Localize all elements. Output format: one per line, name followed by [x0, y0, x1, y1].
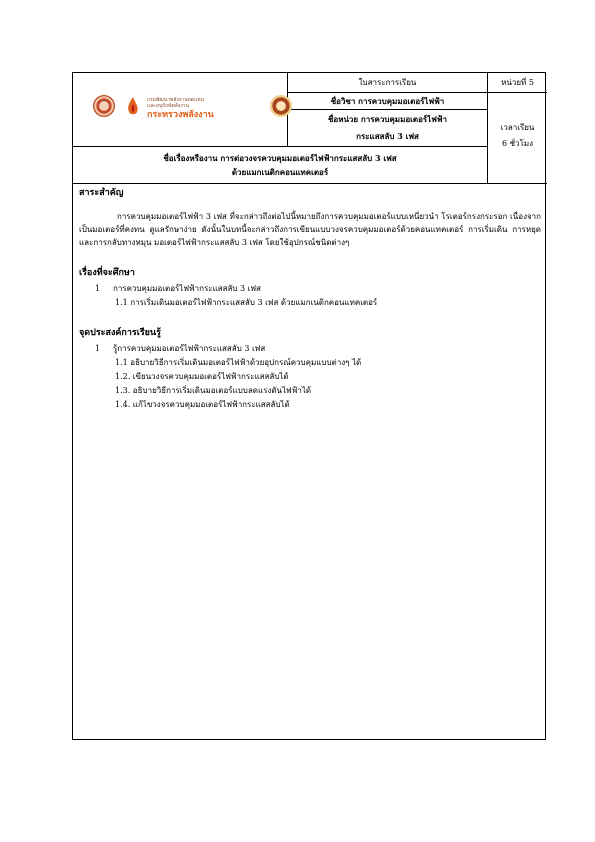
ministry-seal-icon: [93, 95, 115, 117]
time-label: เวลาเรียน: [500, 123, 535, 132]
study-topics-heading: เรื่องที่จะศึกษา: [79, 268, 135, 278]
topic-line1: ชื่อเรื่องหรืองาน การต่อวงจรควบคุมมอเตอร์ไฟฟ้ากระแสสลับ 3 เฟส: [163, 153, 397, 163]
objectives-heading: จุดประสงค์การเรียนรู้: [79, 328, 161, 338]
document-frame: [72, 72, 546, 740]
header-table: [73, 73, 545, 183]
ministry-logo: [87, 91, 287, 125]
topic-line2: ด้วยแมกเนติกคอนแทคเตอร์: [231, 167, 329, 177]
list-item-text: รู้การควบคุมมอเตอร์ไฟฟ้ากระแสสลับ 3 เฟส: [113, 344, 266, 353]
time-value: 6 ชั่วโมง: [501, 139, 534, 148]
flame-icon: [125, 96, 141, 118]
document-body: [79, 187, 541, 411]
org-name-line1: กรมพัฒนาพลังงานทดแทน: [147, 97, 204, 103]
summary-paragraph: การควบคุมมอเตอร์ไฟฟ้า 3 เฟส ที่จะกล่าวถึงต่อไปนี้หมายถึงการควบคุมมอเตอร์แบบเหนี่ยวนำ โรเตอร์กรงกระรอก เนื่องจากเป็นมอเตอร์ที่คงทน ดูแลรักษาง่าย ดังนั้นในบทนี้จะกล่าวถึงการเขียนแบบวงจรควบคุมมอเตอร์ด้วยคอนแทคเตอร์ การเริ่มเดิน การหยุดและการกลับทางหมุน มอเตอร์ไฟฟ้ากระแสสลับ 3 เฟส โดยใช้อุปกรณ์ชนิดต่างๆ: [79, 212, 541, 247]
sub-list-item: 1.4. แก้ไขวงจรควบคุมมอเตอร์ไฟฟ้ากระแสสลับได้: [115, 400, 290, 409]
sub-list-item: 1.3. อธิบายวิธีการเริ่มเดินมอเตอร์แบบลดแรงดันไฟฟ้าได้: [115, 386, 312, 395]
unit-name-line1: ชื่อหน่วย การควบคุมมอเตอร์ไฟฟ้า: [327, 114, 448, 124]
sub-list-item: 1.1 การเริ่มเดินมอเตอร์ไฟฟ้ากระแสสลับ 3 เฟส ด้วยแมกเนติกคอนแทคเตอร์: [115, 298, 378, 307]
list-item-text: การควบคุมมอเตอร์ไฟฟ้ากระแสสลับ 3 เฟส: [113, 284, 261, 293]
list-item: [79, 342, 541, 355]
unit-number: หน่วยที่ 5: [501, 78, 534, 87]
summary-heading: สาระสำคัญ: [79, 188, 124, 198]
sub-list-item: 1.2. เขียนวงจรควบคุมมอเตอร์ไฟฟ้ากระแสสลับได้: [115, 372, 289, 381]
unit-name-line2: กระแสสลับ 3 เฟส: [356, 131, 419, 141]
sub-list-item: 1.1 อธิบายวิธีการเริ่มเดินมอเตอร์ไฟฟ้าด้วยอุปกรณ์ควบคุมแบบต่างๆ ได้: [115, 358, 362, 367]
org-name-line2: และอนุรักษ์พลังงาน: [147, 103, 189, 109]
list-item-number: 1: [95, 284, 101, 293]
ministry-name: กระทรวงพลังงาน: [147, 110, 214, 120]
list-item-number: 1: [95, 344, 101, 353]
subject-name: ชื่อวิชา การควบคุมมอเตอร์ไฟฟ้า: [330, 96, 445, 106]
doc-title: ใบสาระการเรียน: [358, 78, 417, 87]
list-item: [79, 282, 541, 295]
